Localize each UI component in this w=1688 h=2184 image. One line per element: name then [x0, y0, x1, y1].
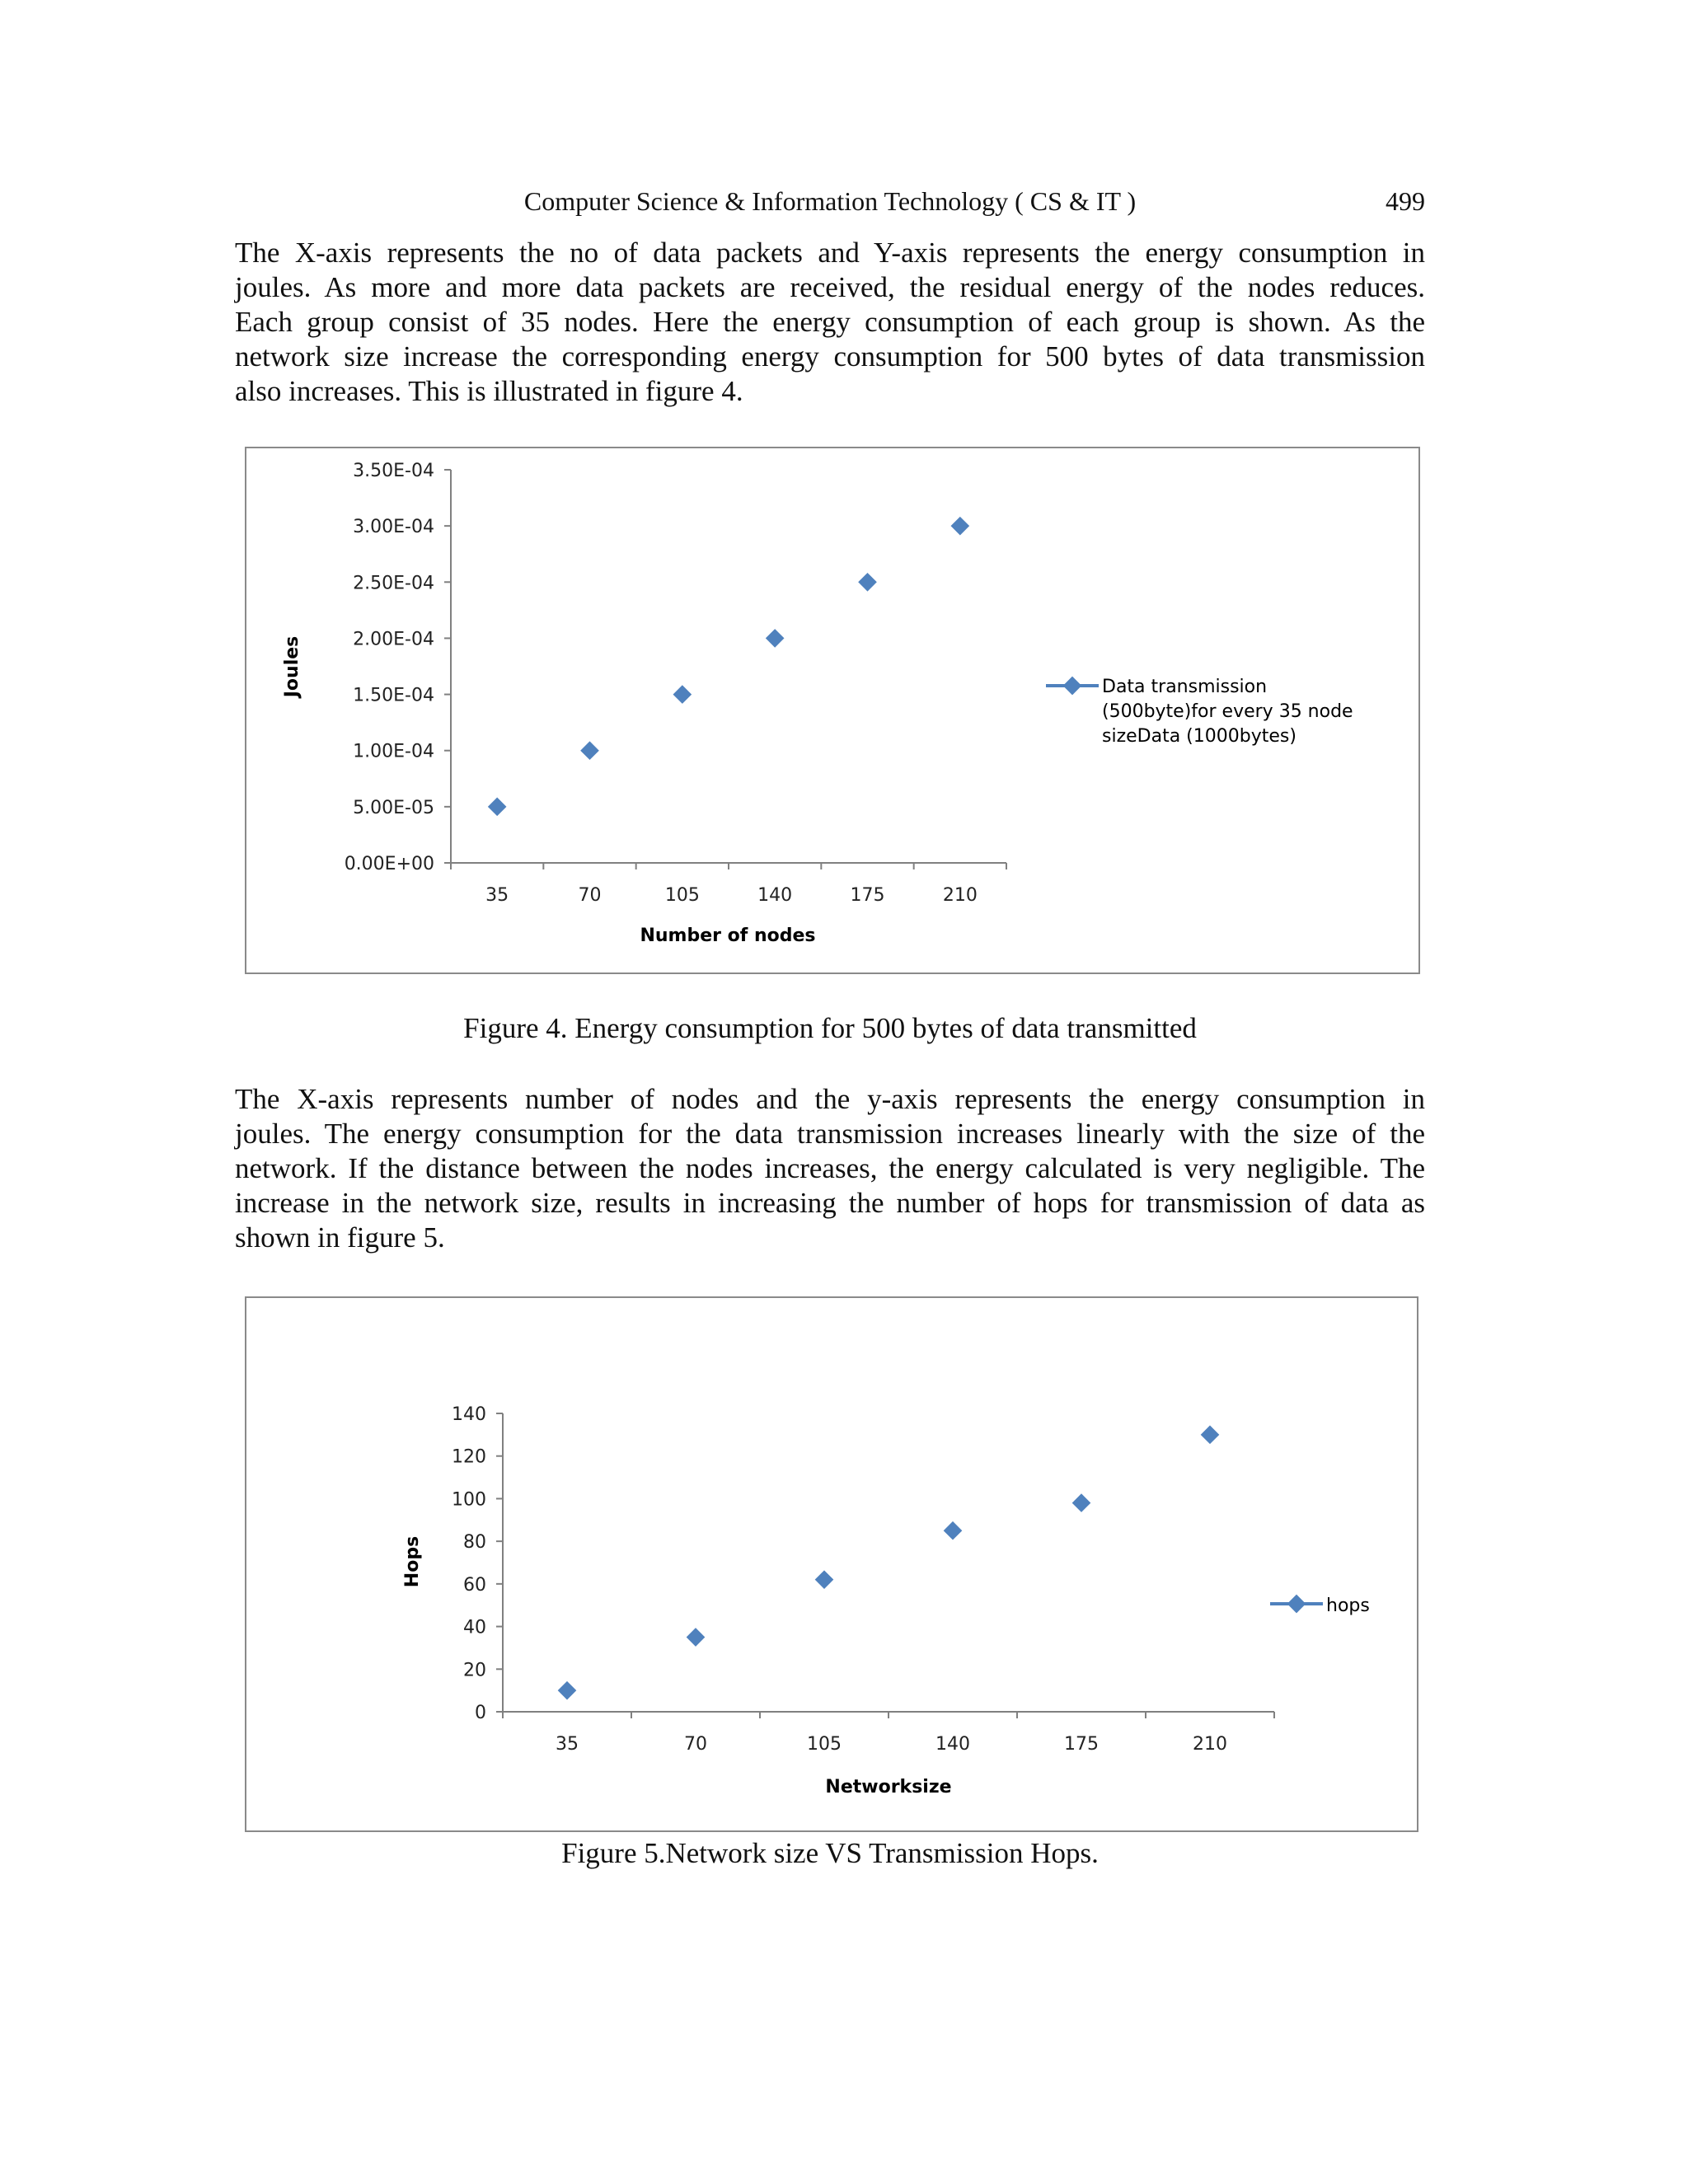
legend-entry-line: sizeData (1000bytes): [1102, 726, 1296, 747]
x-tick-label: 70: [578, 885, 602, 906]
x-axis-label: Number of nodes: [640, 926, 816, 946]
y-tick-label: 1.50E-04: [353, 685, 434, 706]
page-number: 499: [1386, 186, 1425, 216]
figure-5-chart: [246, 1298, 1417, 1830]
paragraph-line: increase in the network size, results in increasing the number of hops for transmission of data as: [235, 1187, 1425, 1219]
y-tick-label: 80: [463, 1532, 486, 1554]
x-tick-label: 210: [1193, 1734, 1227, 1755]
paragraph-line: network. If the distance between the nodes increases, the energy calculated is very negligible. The: [235, 1152, 1425, 1184]
running-title: Computer Science & Information Technology ( CS & IT ): [523, 186, 1137, 216]
y-tick-label: 3.00E-04: [353, 517, 434, 538]
paragraph-line: Each group consist of 35 nodes. Here the energy consumption of each group is shown. As the: [235, 306, 1425, 338]
y-tick-label: 140: [452, 1404, 486, 1425]
legend-marker: [1287, 1595, 1306, 1614]
data-point: [815, 1570, 834, 1589]
y-tick-label: 3.50E-04: [353, 461, 434, 481]
x-tick-label: 35: [556, 1734, 579, 1755]
y-axis-label: Hops: [402, 1535, 423, 1588]
data-point: [944, 1521, 963, 1540]
y-tick-label: 20: [463, 1660, 486, 1681]
data-point: [766, 629, 785, 648]
x-tick-label: 210: [942, 885, 978, 906]
data-point: [858, 573, 877, 592]
x-tick-label: 140: [757, 885, 793, 906]
data-point: [1201, 1426, 1220, 1445]
paragraph-1: [235, 236, 1425, 409]
paragraph-line: joules. As more and more data packets are received, the residual energy of the nodes reduces.: [235, 271, 1425, 303]
data-point: [1072, 1493, 1091, 1512]
figure-4-chart: [246, 448, 1418, 972]
x-tick-label: 70: [684, 1734, 707, 1755]
y-tick-label: 5.00E-05: [353, 797, 434, 818]
legend: [1046, 677, 1353, 747]
data-point: [673, 685, 692, 704]
legend-entry-line: (500byte)for every 35 node: [1102, 701, 1353, 722]
paragraph-line: also increases. This is illustrated in figure 4.: [235, 375, 743, 407]
y-tick-label: 1.00E-04: [353, 741, 434, 762]
data-point: [951, 517, 970, 536]
paragraph-line: The X-axis represents number of nodes and the y-axis represents the energy consumption in: [235, 1083, 1425, 1115]
y-tick-label: 0.00E+00: [344, 854, 434, 874]
legend-marker: [1063, 677, 1082, 696]
data-point: [580, 741, 599, 760]
data-point: [558, 1681, 577, 1700]
y-tick-label: 60: [463, 1574, 486, 1596]
x-tick-label: 175: [850, 885, 885, 906]
y-tick-label: 100: [452, 1489, 486, 1511]
paragraph-line: shown in figure 5.: [235, 1221, 445, 1254]
y-tick-label: 40: [463, 1617, 486, 1638]
data-point: [488, 798, 507, 817]
legend-entry: hops: [1326, 1596, 1370, 1616]
paragraph-line: joules. The energy consumption for the data transmission increases linearly with the size of the: [235, 1118, 1425, 1150]
y-axis-label: Joules: [282, 635, 302, 698]
figure-4-caption: Figure 4. Energy consumption for 500 bytes of data transmitted: [463, 1012, 1197, 1044]
y-tick-label: 0: [475, 1703, 486, 1723]
running-header: [235, 183, 1425, 221]
x-tick-label: 105: [664, 885, 700, 906]
x-tick-label: 105: [807, 1734, 842, 1755]
y-tick-label: 2.00E-04: [353, 629, 434, 650]
figure-4-box: [245, 447, 1420, 974]
legend: [1270, 1595, 1370, 1616]
y-tick-label: 120: [452, 1446, 486, 1468]
paragraph-line: The X-axis represents the no of data packets and Y-axis represents the energy consumption in: [235, 237, 1425, 269]
data-point: [687, 1628, 706, 1647]
paragraph-2: [235, 1082, 1425, 1255]
legend-entry-line: Data transmission: [1102, 677, 1268, 697]
x-tick-label: 35: [485, 885, 509, 906]
x-tick-label: 175: [1064, 1734, 1099, 1755]
y-tick-label: 2.50E-04: [353, 573, 434, 594]
paragraph-line: network size increase the corresponding energy consumption for 500 bytes of data transmission: [235, 340, 1425, 373]
figure-5-box: [245, 1296, 1418, 1832]
figure-5-caption: Figure 5.Network size VS Transmission Hops.: [561, 1837, 1099, 1869]
x-axis-label: Networksize: [825, 1777, 952, 1797]
x-tick-label: 140: [935, 1734, 970, 1755]
